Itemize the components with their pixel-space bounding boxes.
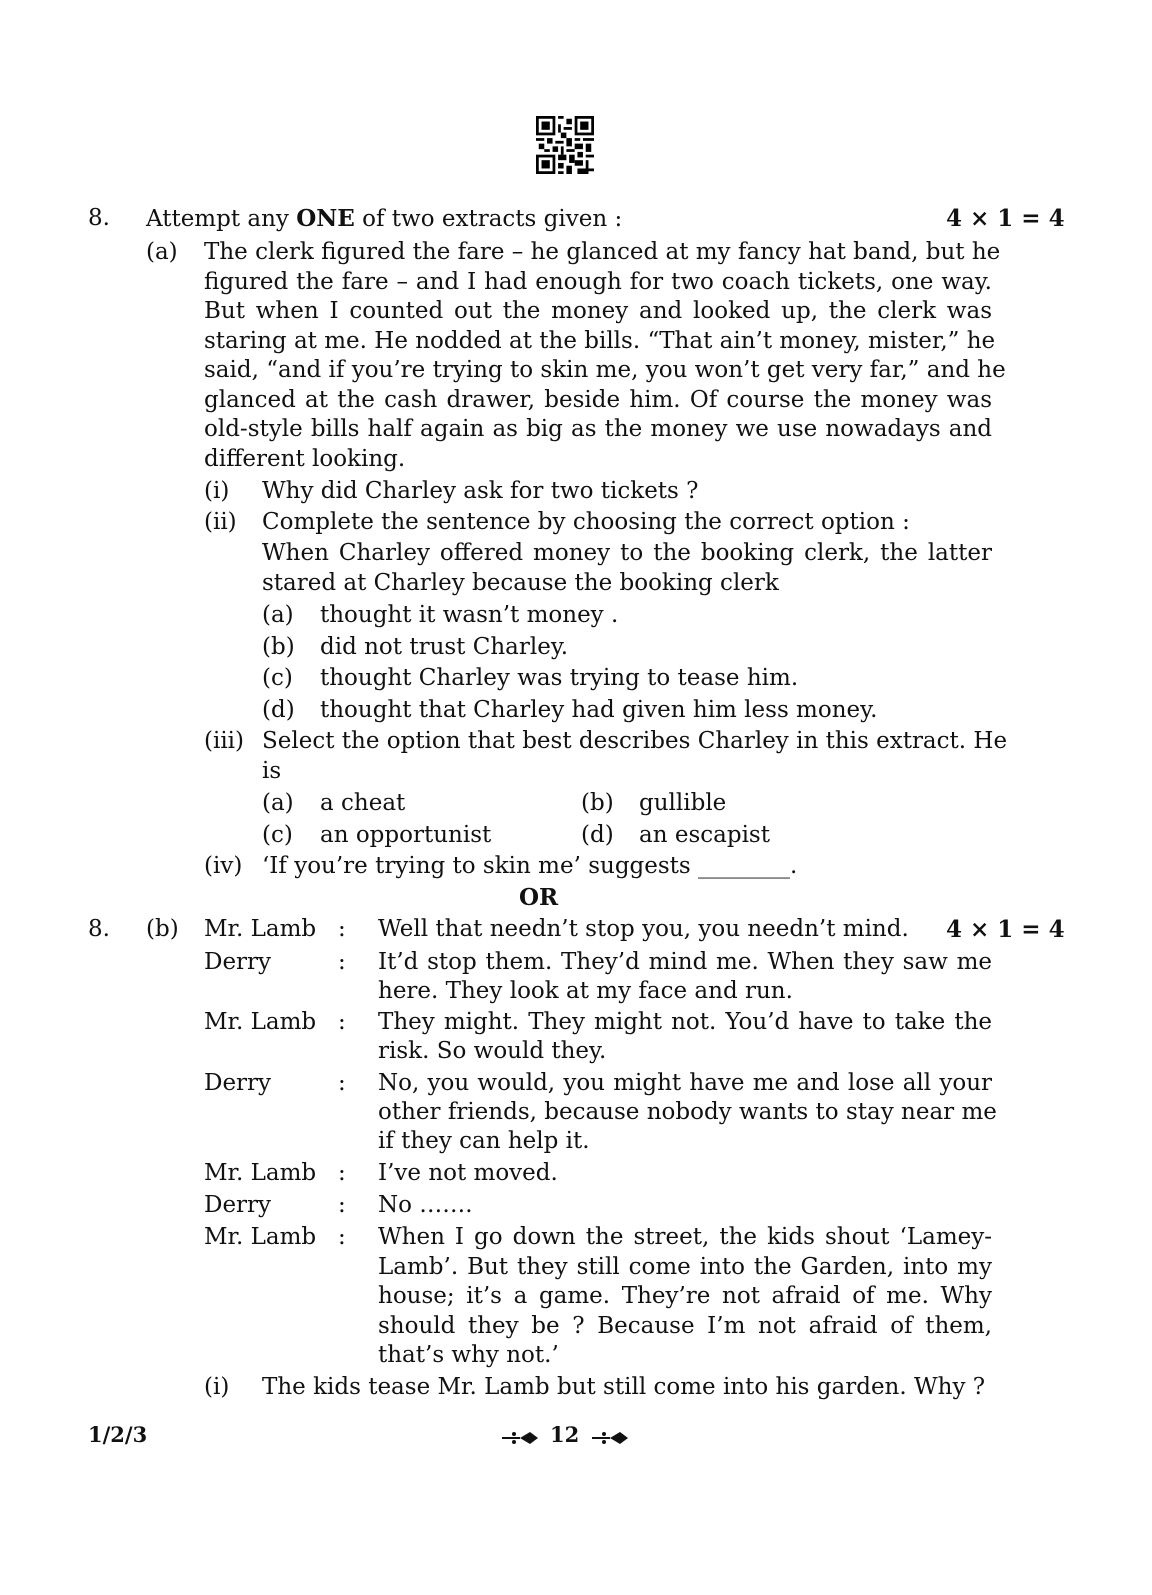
sub-question-number: (iii) [204, 728, 245, 754]
option-text: an escapist [639, 822, 770, 848]
dialogue-line: if they can help it. [378, 1128, 590, 1154]
dialogue-line: risk. So would they. [378, 1038, 607, 1064]
option-text: thought that Charley had given him less money. [320, 697, 878, 723]
scroll-ornament-icon [500, 1428, 540, 1448]
option-label: (c) [262, 822, 293, 848]
dialogue-line: other friends, because nobody wants to stay near me [378, 1099, 997, 1125]
passage-line: But when I counted out the money and looked up, the clerk was [204, 298, 992, 324]
option-text: did not trust Charley. [320, 634, 569, 660]
page-number: 12 [550, 1422, 580, 1447]
qr-code-icon [535, 116, 595, 174]
speaker-colon: : [338, 1009, 346, 1035]
speaker-name: Mr. Lamb [204, 1009, 317, 1035]
speaker-name: Mr. Lamb [204, 1224, 317, 1250]
dialogue-line: They might. They might not. You’d have to take the [378, 1009, 992, 1035]
option-label: (b) [581, 790, 614, 816]
extract-label: (a) [146, 239, 178, 265]
dialogue-line: Well that needn’t stop you, you needn’t mind. [378, 916, 909, 942]
option-text: gullible [639, 790, 727, 816]
speaker-name: Derry [204, 1070, 272, 1096]
extract-label: (b) [146, 916, 179, 942]
sub-question-text: The kids tease Mr. Lamb but still come into his garden. Why ? [262, 1374, 986, 1400]
option-label: (d) [262, 697, 295, 723]
dialogue-line: house; it’s a game. They’re not afraid of me. Why [378, 1283, 992, 1309]
dialogue-line: No, you would, you might have me and lose all your [378, 1070, 992, 1096]
dialogue-line: that’s why not.’ [378, 1342, 559, 1368]
dialogue-line: I’ve not moved. [378, 1160, 558, 1186]
speaker-colon: : [338, 949, 346, 975]
paper-code: 1/2/3 [88, 1422, 148, 1447]
dialogue-line: Lamb’. But they still come into the Garden, into my [378, 1254, 992, 1280]
dialogue-line: It’d stop them. They’d mind me. When they saw me [378, 949, 992, 975]
sub-question-text: Complete the sentence by choosing the correct option : [262, 509, 910, 535]
speaker-name: Derry [204, 1192, 272, 1218]
sub-question-text: Why did Charley ask for two tickets ? [262, 478, 699, 504]
question-number: 8. [88, 916, 110, 942]
passage-line: figured the fare – and I had enough for two coach tickets, one way. [204, 269, 992, 295]
sub-question-number: (iv) [204, 853, 243, 879]
option-text: thought Charley was trying to tease him. [320, 665, 799, 691]
dialogue-line: should they be ? Because I’m not afraid of them, [378, 1313, 992, 1339]
sub-question-number: (ii) [204, 509, 237, 535]
option-label: (a) [262, 602, 294, 628]
option-text: thought it wasn’t money . [320, 602, 619, 628]
option-text: an opportunist [320, 822, 492, 848]
passage-line: old-style bills half again as big as the money we use nowadays and [204, 416, 992, 442]
sub-question-number: (i) [204, 478, 230, 504]
option-label: (c) [262, 665, 293, 691]
speaker-colon: : [338, 1224, 346, 1250]
speaker-name: Mr. Lamb [204, 916, 317, 942]
passage-line: staring at me. He nodded at the bills. “That ain’t money, mister,” he [204, 328, 996, 354]
or-divider: OR [519, 884, 559, 911]
speaker-colon: : [338, 1070, 346, 1096]
passage-line: different looking. [204, 446, 406, 472]
speaker-colon: : [338, 916, 346, 942]
question-number: 8. [88, 205, 110, 231]
dialogue-line: No ……. [378, 1192, 473, 1218]
scroll-ornament-icon [590, 1428, 630, 1448]
dialogue-line: When I go down the street, the kids shout ‘Lamey- [378, 1224, 992, 1250]
marks-label: 4 × 1 = 4 [946, 205, 1065, 232]
speaker-colon: : [338, 1192, 346, 1218]
question-stem-line: When Charley offered money to the booking clerk, the latter [262, 540, 992, 566]
passage-line: The clerk figured the fare – he glanced at my fancy hat band, but he [204, 239, 1001, 265]
option-text: a cheat [320, 790, 406, 816]
speaker-colon: : [338, 1160, 346, 1186]
dialogue-line: here. They look at my face and run. [378, 978, 793, 1004]
sub-question-text: ‘If you’re trying to skin me’ suggests ________. [262, 853, 798, 879]
passage-line: said, “and if you’re trying to skin me, you won’t get very far,” and he [204, 357, 1006, 383]
option-label: (d) [581, 822, 614, 848]
sub-question-number: (i) [204, 1374, 230, 1400]
speaker-name: Mr. Lamb [204, 1160, 317, 1186]
marks-label: 4 × 1 = 4 [946, 916, 1065, 943]
question-instruction: Attempt any ONE of two extracts given : [146, 205, 623, 232]
sub-question-text: is [262, 758, 282, 784]
option-label: (a) [262, 790, 294, 816]
option-label: (b) [262, 634, 295, 660]
passage-line: glanced at the cash drawer, beside him. Of course the money was [204, 387, 992, 413]
sub-question-text: Select the option that best describes Charley in this extract. He [262, 728, 1008, 754]
speaker-name: Derry [204, 949, 272, 975]
question-stem-line: stared at Charley because the booking clerk [262, 570, 779, 596]
